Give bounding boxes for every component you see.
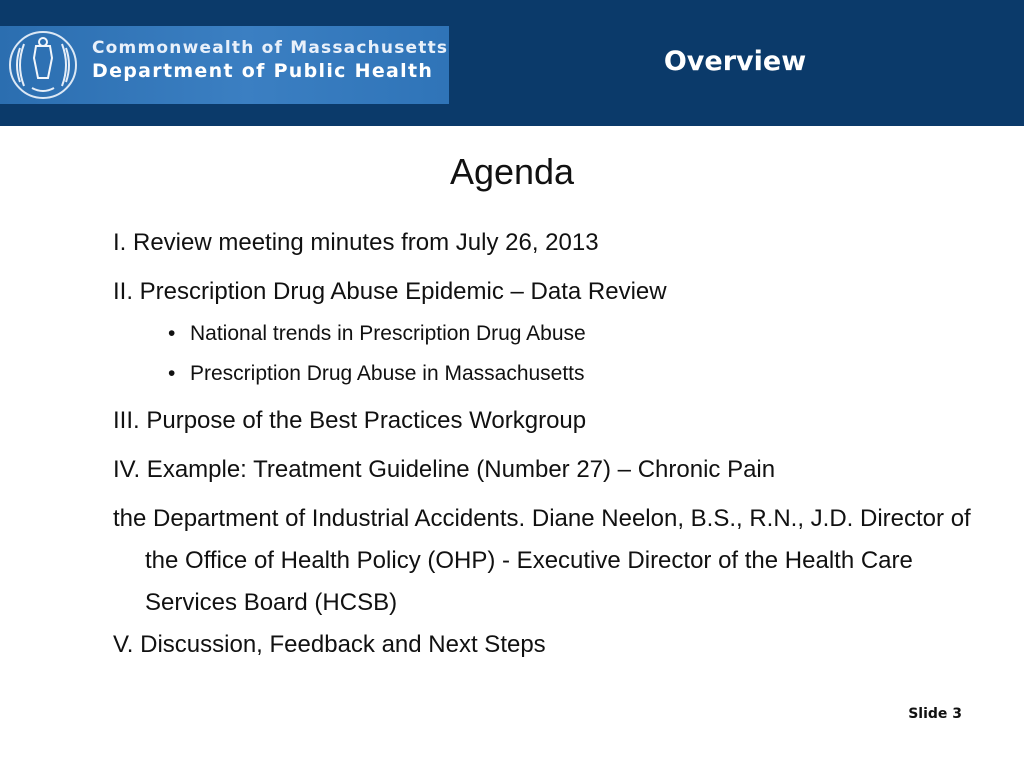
agenda-title: Agenda [449, 151, 575, 192]
agenda-item-1: I. Review meeting minutes from July 26, 2013 [113, 229, 599, 256]
bullet-icon: • [168, 362, 176, 385]
agenda-subitem-text: Prescription Drug Abuse in Massachusetts [190, 362, 585, 385]
logo-line-2: Department of Public Health [92, 60, 434, 82]
section-title: Overview [663, 46, 807, 77]
bullet-icon: • [168, 322, 176, 345]
agenda-item-4: IV. Example: Treatment Guideline (Number 27) – Chronic Pain [113, 456, 776, 483]
agenda-item-2: II. Prescription Drug Abuse Epidemic – Data Review [113, 278, 667, 305]
agenda-subitem-1 [113, 321, 973, 347]
state-seal-icon [6, 28, 80, 102]
agenda-list [113, 228, 973, 679]
dph-logo [0, 26, 449, 104]
agenda-item-5: the Department of Industrial Accidents. Diane Neelon, B.S., R.N., J.D. Director of the Office of Health Policy (OHP) - Executive Director of the Health Care Services Board (HCSB) [113, 505, 971, 616]
agenda-item-3: III. Purpose of the Best Practices Workgroup [113, 407, 587, 434]
logo-line-1: Commonwealth of Massachusetts [92, 38, 449, 58]
agenda-subitem-2 [113, 361, 973, 387]
slide-number: Slide 3 [908, 706, 962, 722]
agenda-subitem-text: National trends in Prescription Drug Abuse [190, 322, 586, 345]
agenda-item-6: V. Discussion, Feedback and Next Steps [113, 631, 546, 658]
header-bar [0, 0, 1024, 126]
